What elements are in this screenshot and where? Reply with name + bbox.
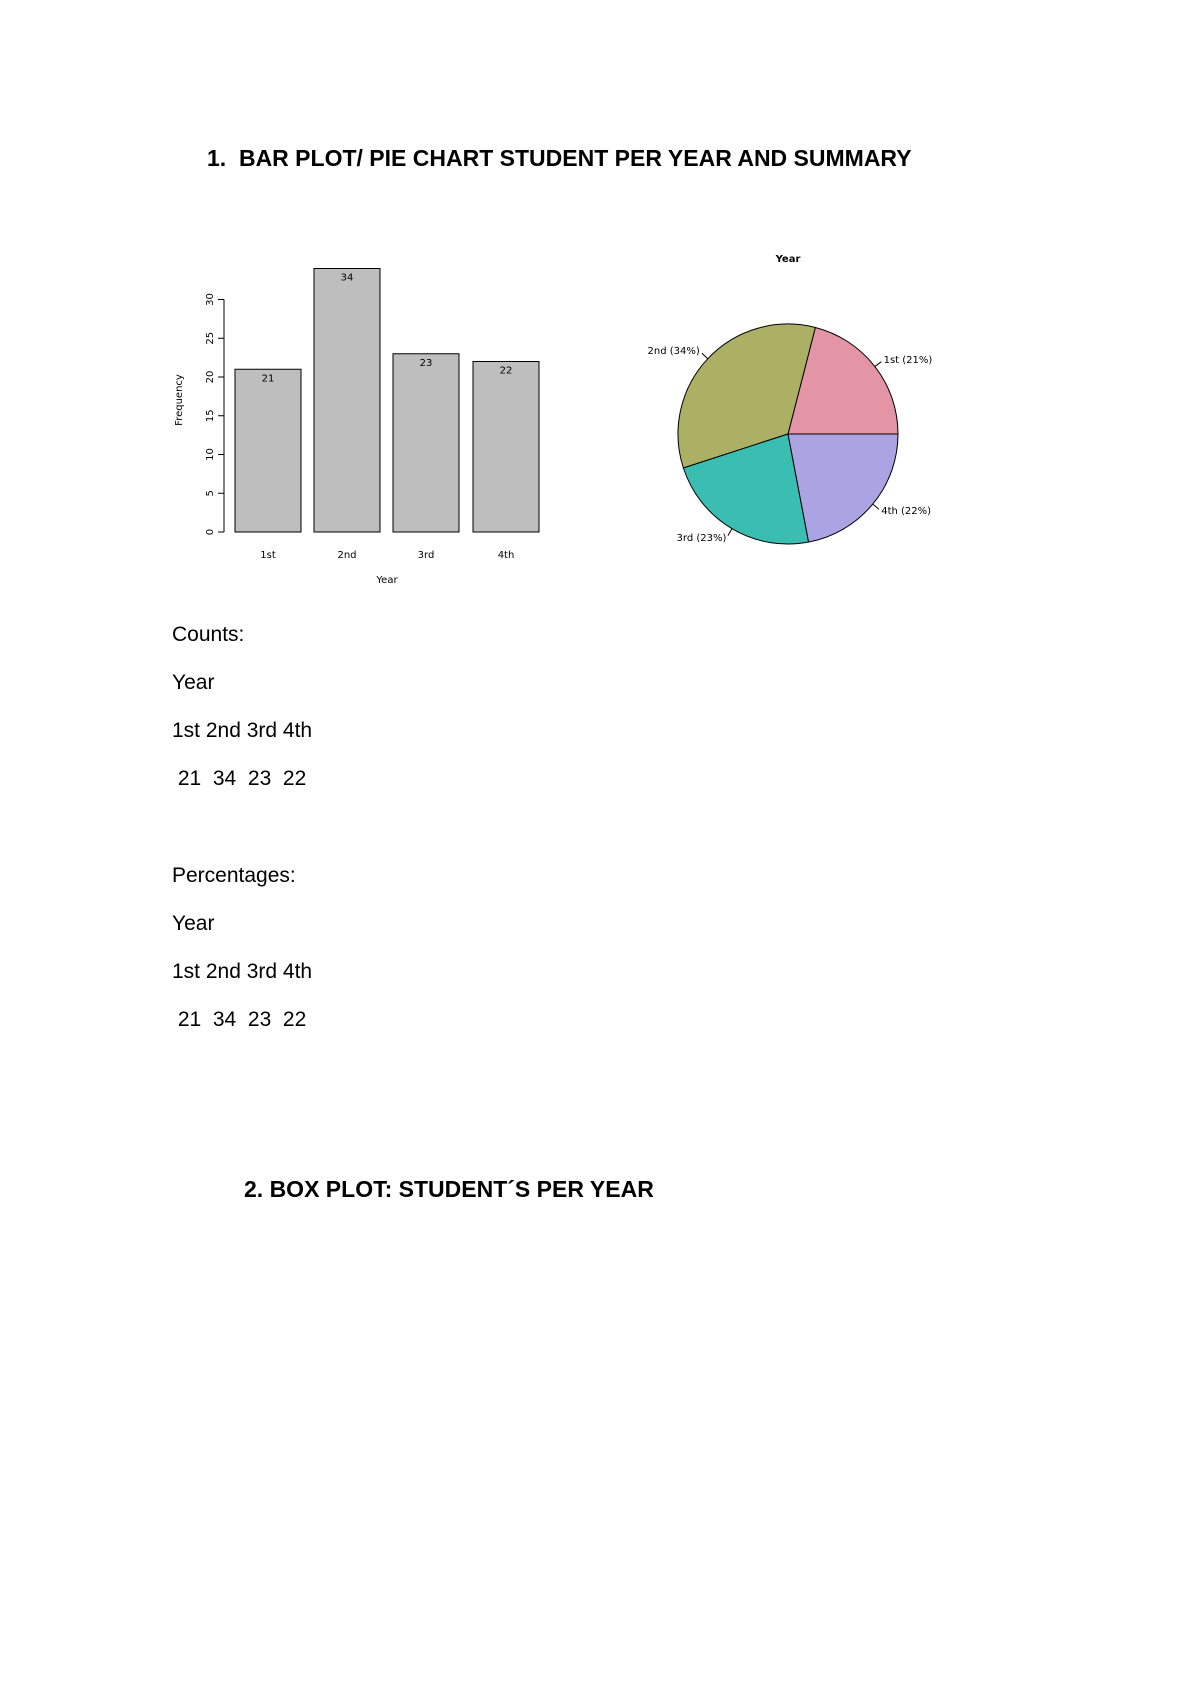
y-tick-label: 25 [205,331,216,345]
percentages-variable: Year [172,912,215,935]
counts-label: Counts: [172,623,245,646]
counts-variable: Year [172,671,215,694]
x-axis-label: Year [376,575,398,586]
section-1-heading: 1. BAR PLOT/ PIE CHART STUDENT PER YEAR AND SUMMARY [207,145,912,171]
pie-title: Year [775,254,801,265]
data-label: 21 [261,373,275,385]
pie-label-leader [702,353,708,358]
data-label: 22 [499,365,513,377]
counts-values: 21 34 23 22 [172,767,307,790]
category-label: 1st [260,550,276,561]
y-tick-label: 30 [205,293,216,306]
y-tick-label: 5 [205,490,216,497]
data-label: 23 [419,357,433,369]
pie-slice-label: 1st (21%) [883,354,933,366]
y-tick-label: 20 [205,370,216,384]
pie-label-leader [873,504,879,509]
bar-4th [473,362,539,533]
data-label: 34 [340,272,354,284]
pie-slice-label: 4th (22%) [881,506,932,518]
section-2-heading: 2. BOX PLOT: STUDENT´S PER YEAR [244,1176,654,1202]
category-label: 3rd [417,550,435,561]
pie-label-leader [728,529,732,536]
pie-slice-label: 3rd (23%) [676,533,727,545]
category-label: 2nd [337,550,357,561]
bar-1st [235,369,301,532]
y-tick-label: 0 [205,528,216,536]
category-label: 4th [497,550,515,561]
counts-header: 1st 2nd 3rd 4th [172,719,313,742]
bar-3rd [393,354,459,532]
y-tick-label: 15 [205,409,216,423]
y-tick-label: 10 [205,448,216,461]
percentages-label: Percentages: [172,864,296,887]
bar-chart [160,240,560,600]
pie-label-leader [875,362,881,367]
y-axis-label: Frequency [174,374,185,426]
percentages-header: 1st 2nd 3rd 4th [172,960,313,983]
pie-slice-label: 2nd (34%) [647,346,700,358]
pie-chart [630,240,950,560]
percentages-values: 21 34 23 22 [172,1008,307,1031]
bar-2nd [314,269,380,533]
